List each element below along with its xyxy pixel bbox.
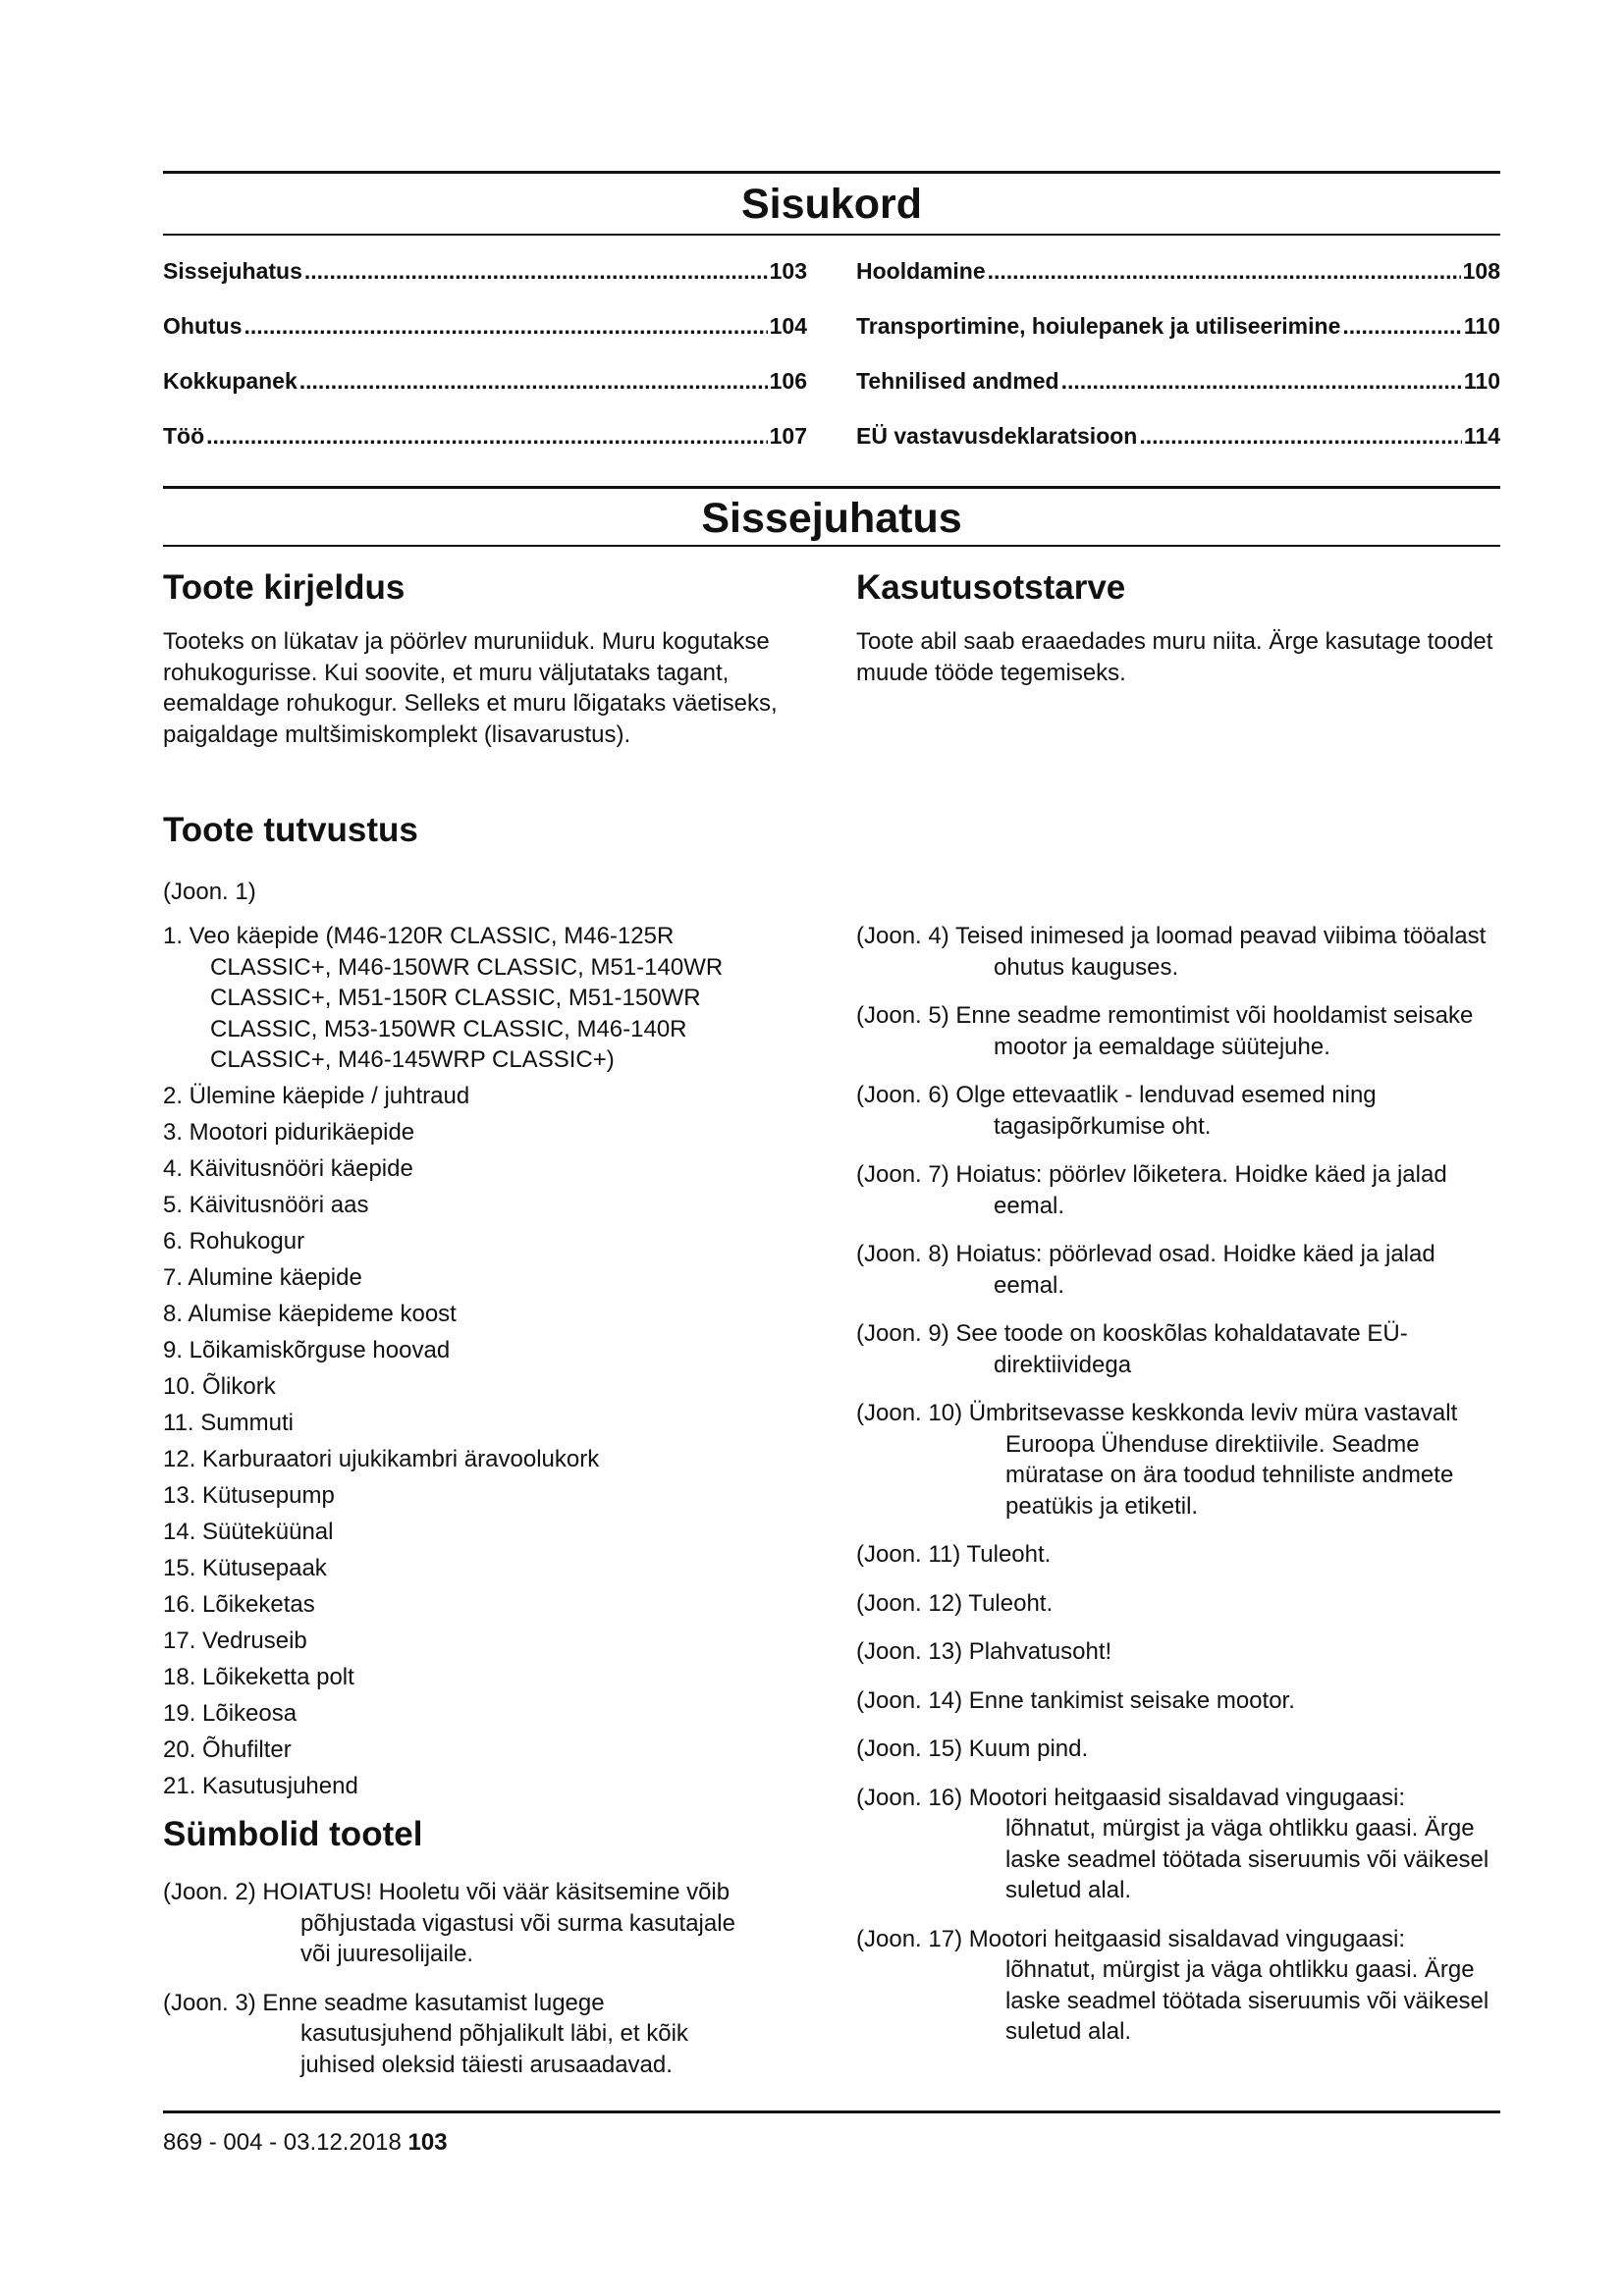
list-item: 1. Veo käepide (M46-120R CLASSIC, M46-125R CLASSIC+, M46-150WR CLASSIC, M51-140WR CLASSIC+, M51-150R CLASSIC, M51-150WR CLASSIC, M53-150WR CLASSIC, M46-140R CLASSIC+, M46-145WRP CLASSIC+) [163,923,724,1073]
list-item: 14. Süüteküünal [163,1519,334,1545]
toc-entry[interactable] [856,298,1500,353]
toc-entry-page: 108 [1462,258,1500,284]
document-page [163,0,1500,2296]
toc-entry-title: Ohutus [163,313,243,339]
toc-entry[interactable] [856,353,1500,408]
list-item: 18. Lõikeketta polt [163,1664,354,1690]
list-item: (Joon. 2) HOIATUS! Hooletu või väär käsitsemine võib põhjustada vigastusi või surma kasutajale või juuresolijaile. [163,1879,735,1967]
list-item: (Joon. 17) Mootori heitgaasid sisaldavad vingugaasi: lõhnatut, mürgist ja väga ohtlikku gaasi. Ärge laske seadmel töötada siseruumis või väikesel suletud alal. [856,1925,1489,2045]
parts-list [163,921,791,1807]
toc-entry[interactable] [856,243,1500,298]
list-item: 7. Alumine käepide [163,1264,362,1291]
toc-right-column [856,243,1500,463]
footer-rule [163,2110,1500,2113]
toc-entry[interactable] [163,298,807,353]
toc-entry[interactable] [163,408,807,463]
toc-leader-dots [1061,353,1462,408]
list-item: 4. Käivitusnööri käepide [163,1155,413,1182]
list-item: (Joon. 4) Teised inimesed ja loomad peavad viibima tööalast ohutus kauguses. [856,923,1487,981]
toc-entry-title: Sissejuhatus [163,258,302,284]
list-item: 10. Õlikork [163,1373,276,1400]
toc-top-rule [163,171,1500,174]
intended-use-text: Toote abil saab eraaedades muru niita. Ärge kasutage toodet muude tööde tegemiseks. [856,628,1493,686]
list-item: 5. Käivitusnööri aas [163,1192,369,1218]
toc-leader-dots [244,298,768,353]
symbols-list-right [856,921,1500,2065]
list-item: (Joon. 8) Hoiatus: pöörlevad osad. Hoidke käed ja jalad eemal. [856,1241,1435,1299]
toc-entry-page: 110 [1463,368,1500,394]
list-item: 9. Lõikamiskõrguse hoovad [163,1337,451,1363]
toc-left-column [163,243,807,463]
list-item: (Joon. 15) Kuum pind. [856,1735,1089,1762]
toc-leader-dots [299,353,768,408]
toc-entry-page: 114 [1463,423,1500,449]
toc-entry-page: 103 [769,258,807,284]
toc-entry-page: 106 [769,368,807,394]
toc-entry[interactable] [163,353,807,408]
list-item: 19. Lõikeosa [163,1700,298,1727]
list-item: 21. Kasutusjuhend [163,1773,358,1799]
list-item: (Joon. 13) Plahvatusoht! [856,1638,1112,1665]
toc-entry-page: 110 [1463,313,1500,339]
product-description-heading: Toote kirjeldus [163,568,406,607]
toc-leader-dots [988,243,1461,298]
list-item: 13. Kütusepump [163,1482,335,1509]
page-number: 103 [407,2129,448,2156]
toc-entry-page: 107 [769,423,807,449]
toc-title-rule [163,234,1500,236]
product-overview-heading: Toote tutvustus [163,811,418,849]
list-item: 20. Õhufilter [163,1736,292,1763]
toc-leader-dots [206,408,767,463]
toc-title: Sisukord [741,181,922,228]
toc-entry-page: 104 [769,313,807,339]
list-item: (Joon. 16) Mootori heitgaasid sisaldavad vingugaasi: lõhnatut, mürgist ja väga ohtlikku gaasi. Ärge laske seadmel töötada siseruumis või väikesel suletud alal. [856,1784,1489,1903]
list-item: (Joon. 3) Enne seadme kasutamist lugege kasutusjuhend põhjalikult läbi, et kõik juhised oleksid täiesti arusaadavad. [163,1989,688,2078]
toc-entry-title: Töö [163,423,205,449]
list-item: 6. Rohukogur [163,1228,305,1255]
figure-reference: (Joon. 1) [163,879,256,905]
list-item: (Joon. 12) Tuleoht. [856,1589,1054,1617]
list-item: 11. Summuti [163,1410,294,1436]
list-item: 3. Mootori pidurikäepide [163,1119,415,1146]
toc-entry[interactable] [856,408,1500,463]
list-item: (Joon. 10) Ümbritsevasse keskkonda leviv müra vastavalt Euroopa Ühenduse direktiivile. Seadme müratase on ära toodud tehniliste andmete peatükis ja etiketil. [856,1400,1458,1520]
toc-leader-dots [1342,298,1462,353]
page-footer [163,2128,448,2158]
list-item: (Joon. 11) Tuleoht. [856,1541,1052,1568]
toc-leader-dots [304,243,768,298]
list-item: (Joon. 6) Olge ettevaatlik - lenduvad esemed ning tagasipõrkumise oht. [856,1082,1377,1140]
toc-entry-title: Tehnilised andmed [856,368,1059,394]
toc-entry[interactable] [163,243,807,298]
toc-entry-title: EÜ vastavusdeklaratsioon [856,423,1138,449]
list-item: (Joon. 7) Hoiatus: pöörlev lõiketera. Hoidke käed ja jalad eemal. [856,1161,1447,1219]
intro-title: Sissejuhatus [701,495,962,542]
list-item: (Joon. 14) Enne tankimist seisake mootor. [856,1686,1295,1714]
symbols-heading: Sümbolid tootel [163,1815,423,1853]
document-code: 869 - 004 - 03.12.2018 [163,2129,402,2156]
list-item: 15. Kütusepaak [163,1555,327,1581]
intro-title-rule [163,545,1500,547]
list-item: (Joon. 9) See toode on kooskõlas kohaldatavate EÜ-direktiividega [856,1320,1408,1378]
symbols-list-left [163,1877,752,2098]
list-item: (Joon. 5) Enne seadme remontimist või hooldamist seisake mootor ja eemaldage süütejuhe. [856,1002,1474,1060]
list-item: 12. Karburaatori ujukikambri äravoolukork [163,1446,600,1472]
list-item: 17. Vedruseib [163,1628,307,1654]
list-item: 8. Alumise käepideme koost [163,1301,457,1327]
intended-use-heading: Kasutusotstarve [856,568,1126,607]
intro-top-rule [163,486,1500,489]
product-description-text: Tooteks on lükatav ja pöörlev muruniiduk. Muru kogutakse rohukogurisse. Kui soovite, et muru väljutataks tagant, eemaldage rohukogur. Selleks et muru lõigataks väetiseks, paigaldage multšimiskomplekt (lisavarustus). [163,628,778,748]
list-item: 16. Lõikeketas [163,1591,315,1618]
toc-entry-title: Hooldamine [856,258,986,284]
toc-entry-title: Kokkupanek [163,368,298,394]
list-item: 2. Ülemine käepide / juhtraud [163,1083,470,1109]
toc-leader-dots [1139,408,1462,463]
toc-entry-title: Transportimine, hoiulepanek ja utiliseerimine [856,313,1341,339]
